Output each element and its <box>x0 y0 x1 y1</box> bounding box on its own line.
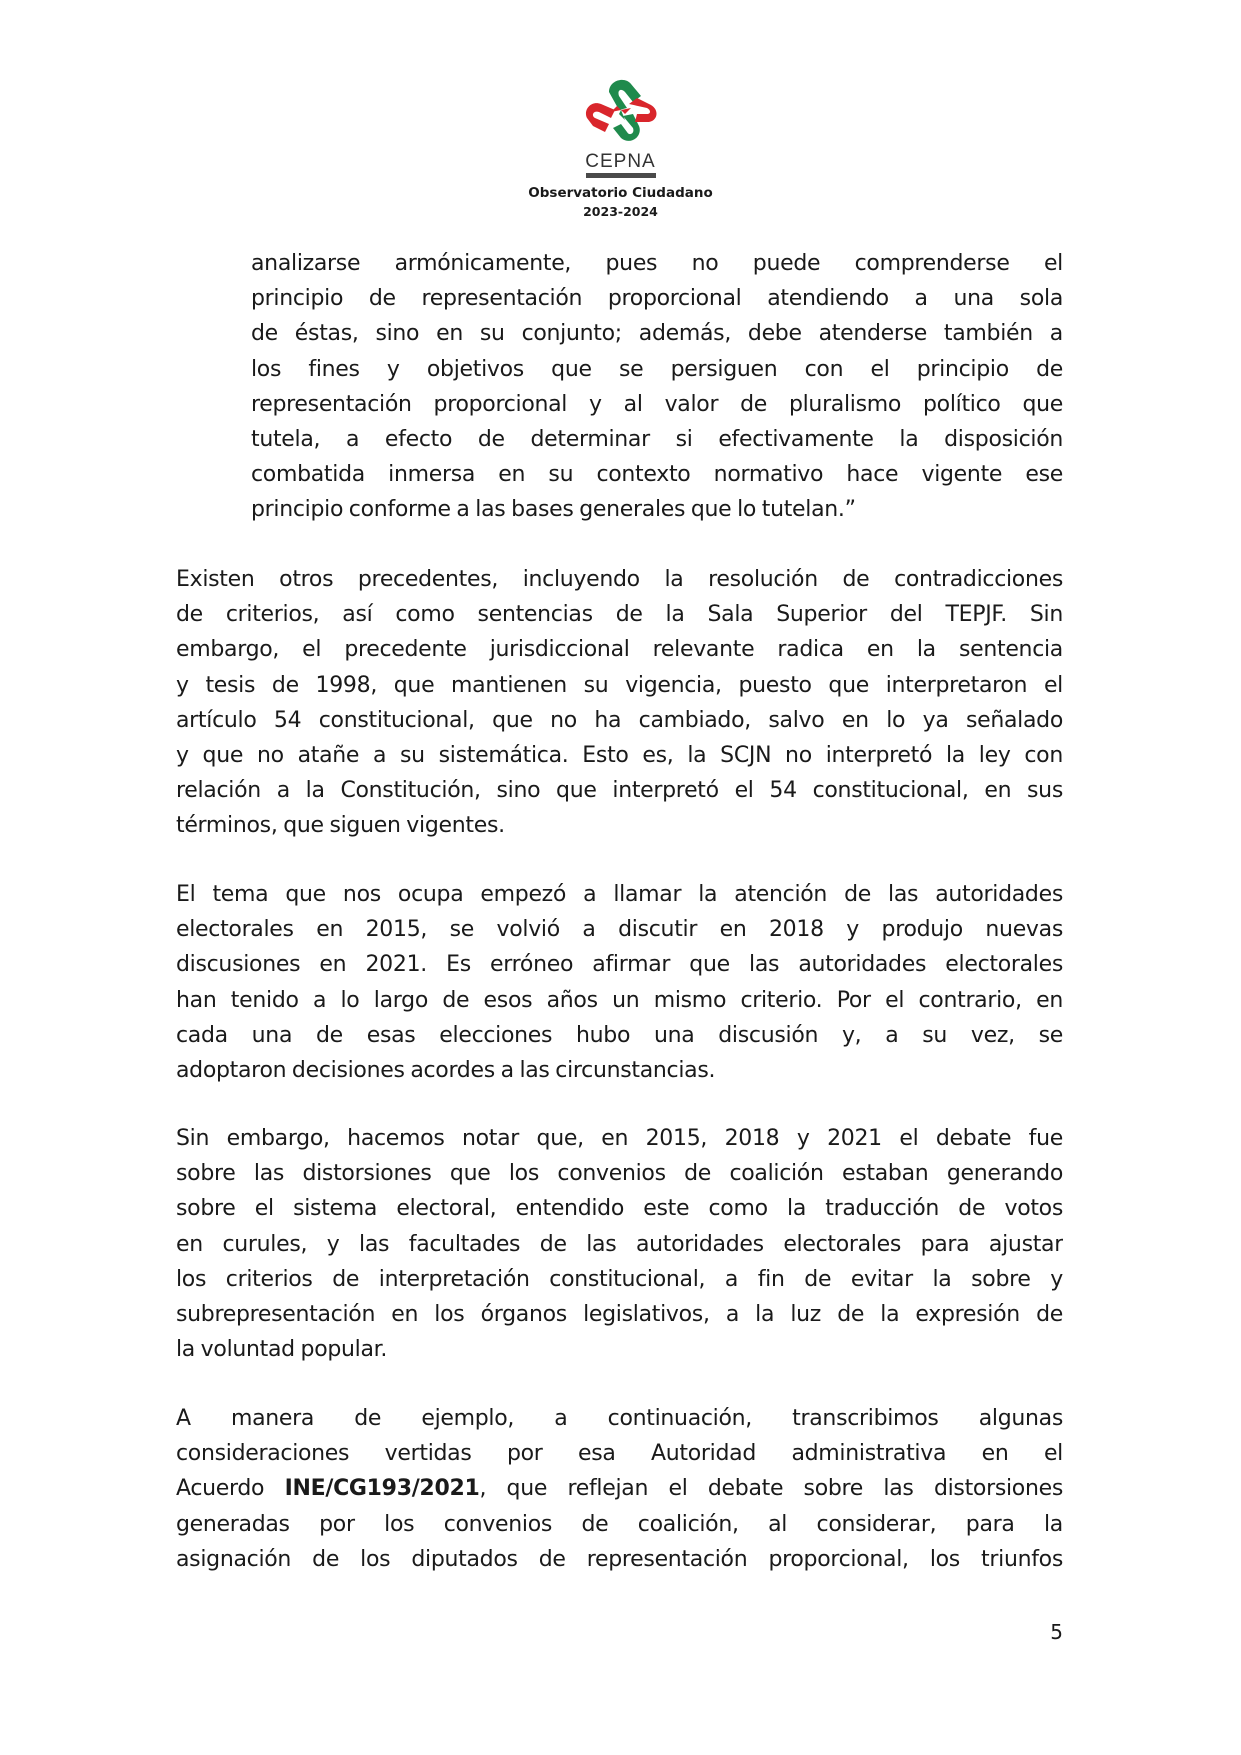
paragraph-line: relación a la Constitución, sino que interpretó el 54 constitucional, en sus <box>176 778 1063 804</box>
agreement-reference: INE/CG193/2021 <box>284 1476 480 1502</box>
paragraph-line: El tema que nos ocupa empezó a llamar la atención de las autoridades <box>176 882 1063 907</box>
paragraph-line: la voluntad popular. <box>176 1337 388 1363</box>
paragraph-line: artículo 54 constitucional, que no ha cambiado, salvo en lo ya señalado <box>176 707 1063 733</box>
paragraph-line: han tenido a lo largo de esos años un mismo criterio. Por el contrario, en <box>176 987 1063 1013</box>
paragraph-line: embargo, el precedente jurisdiccional relevante radica en la sentencia <box>176 637 1063 663</box>
paragraph-line: de criterios, así como sentencias de la Sala Superior del TEPJF. Sin <box>176 602 1063 628</box>
block-quote <box>251 246 1063 528</box>
paragraph-line: sobre el sistema electoral, entendido este como la traducción de votos <box>176 1196 1063 1222</box>
paragraph-line: cada una de esas elecciones hubo una discusión y, a su vez, se <box>176 1022 1063 1048</box>
paragraph-line: subrepresentación en los órganos legislativos, a la luz de la expresión de <box>176 1301 1063 1327</box>
quote-line: tutela, a efecto de determinar si efectivamente la disposición <box>251 426 1063 452</box>
cepna-logo-icon <box>579 70 663 150</box>
line-prefix: Acuerdo <box>176 1476 285 1502</box>
paragraph-line: y tesis de 1998, que mantienen su vigencia, puesto que interpretaron el <box>176 672 1063 698</box>
quote-line: combatida inmersa en su contexto normativo hace vigente ese <box>251 462 1063 488</box>
quote-line: analizarse armónicamente, pues no puede comprenderse el <box>251 251 1063 276</box>
quote-line: principio conforme a las bases generales que lo tutelan.” <box>251 497 856 523</box>
quote-line: representación proporcional y al valor de pluralismo político que <box>251 391 1063 417</box>
paragraph-line: Existen otros precedentes, incluyendo la resolución de contradicciones <box>176 567 1063 592</box>
paragraph-precedentes <box>176 562 1063 844</box>
paragraph-line: generadas por los convenios de coalición, al considerar, para la <box>176 1511 1063 1537</box>
paragraph-debate <box>176 1121 1063 1367</box>
paragraph-tema <box>176 877 1063 1088</box>
paragraph-line: A manera de ejemplo, a continuación, transcribimos algunas <box>176 1406 1063 1431</box>
paragraph-line: discusiones en 2021. Es erróneo afirmar que las autoridades electorales <box>176 952 1063 978</box>
paragraph-line: Sin embargo, hacemos notar que, en 2015, 2018 y 2021 el debate fue <box>176 1126 1063 1151</box>
quote-line: los fines y objetivos que se persiguen con el principio de <box>251 356 1063 382</box>
paragraph-line: en curules, y las facultades de las autoridades electorales para ajustar <box>176 1231 1063 1257</box>
brand-name: CEPNA <box>585 151 656 172</box>
document-header <box>0 70 1241 221</box>
paragraph-line: consideraciones vertidas por esa Autoridad administrativa en el <box>176 1441 1063 1467</box>
paragraph-ejemplo <box>176 1401 1063 1577</box>
paragraph-line: adoptaron decisiones acordes a las circunstancias. <box>176 1057 716 1083</box>
paragraph-line <box>176 1471 1063 1506</box>
organization-years: 2023-2024 <box>583 204 658 219</box>
paragraph-line: y que no atañe a su sistemática. Esto es, la SCJN no interpretó la ley con <box>176 742 1063 768</box>
quote-line: principio de representación proporcional atendiendo a una sola <box>251 286 1063 312</box>
paragraph-line: los criterios de interpretación constitucional, a fin de evitar la sobre y <box>176 1266 1063 1292</box>
paragraph-line: electorales en 2015, se volvió a discutir en 2018 y produjo nuevas <box>176 917 1063 943</box>
brand-tagline-bar <box>586 173 656 178</box>
paragraph-line: sobre las distorsiones que los convenios de coalición estaban generando <box>176 1161 1063 1187</box>
page-number: 5 <box>1050 1620 1063 1644</box>
line-suffix: , que reflejan el debate sobre las distorsiones <box>479 1476 1063 1502</box>
organization-name: Observatorio Ciudadano <box>528 185 713 201</box>
quote-line: de éstas, sino en su conjunto; además, debe atenderse también a <box>251 321 1063 347</box>
paragraph-line: asignación de los diputados de representación proporcional, los triunfos <box>176 1546 1063 1572</box>
paragraph-line: términos, que siguen vigentes. <box>176 813 505 839</box>
